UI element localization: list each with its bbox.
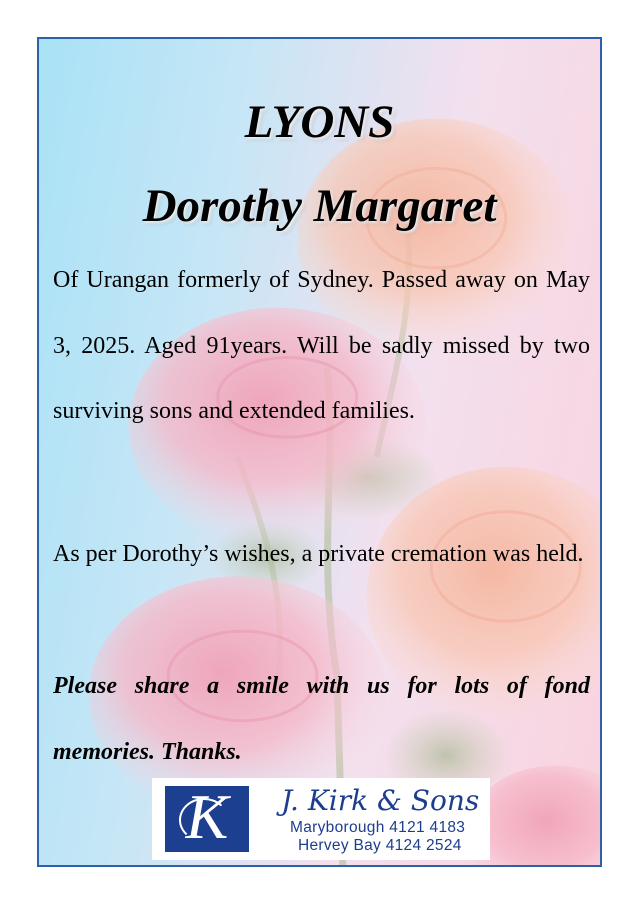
notice-frame xyxy=(37,37,602,867)
funeral-director-logo xyxy=(152,778,490,860)
notice-closing-message: Please share a smile with us for lots of fond memories. Thanks. xyxy=(53,673,590,765)
surname-heading: LYONS xyxy=(244,96,395,148)
given-names-heading: Dorothy Margaret xyxy=(142,180,497,232)
funeral-director-name: J. Kirk & Sons xyxy=(281,784,480,817)
notice-paragraph-death: Of Urangan formerly of Sydney. Passed away on May 3, 2025. Aged 91years. Will be sadly missed by two surviving sons and extended families. xyxy=(53,267,590,425)
notice-paragraph-cremation: As per Dorothy’s wishes, a private cremation was held. xyxy=(53,541,584,567)
maryborough-phone: Maryborough 4121 4183 xyxy=(290,819,466,836)
monogram-logo-icon xyxy=(165,786,249,852)
hervey-bay-phone: Hervey Bay 4124 2524 xyxy=(298,837,462,854)
monogram-letter: K xyxy=(185,786,229,852)
